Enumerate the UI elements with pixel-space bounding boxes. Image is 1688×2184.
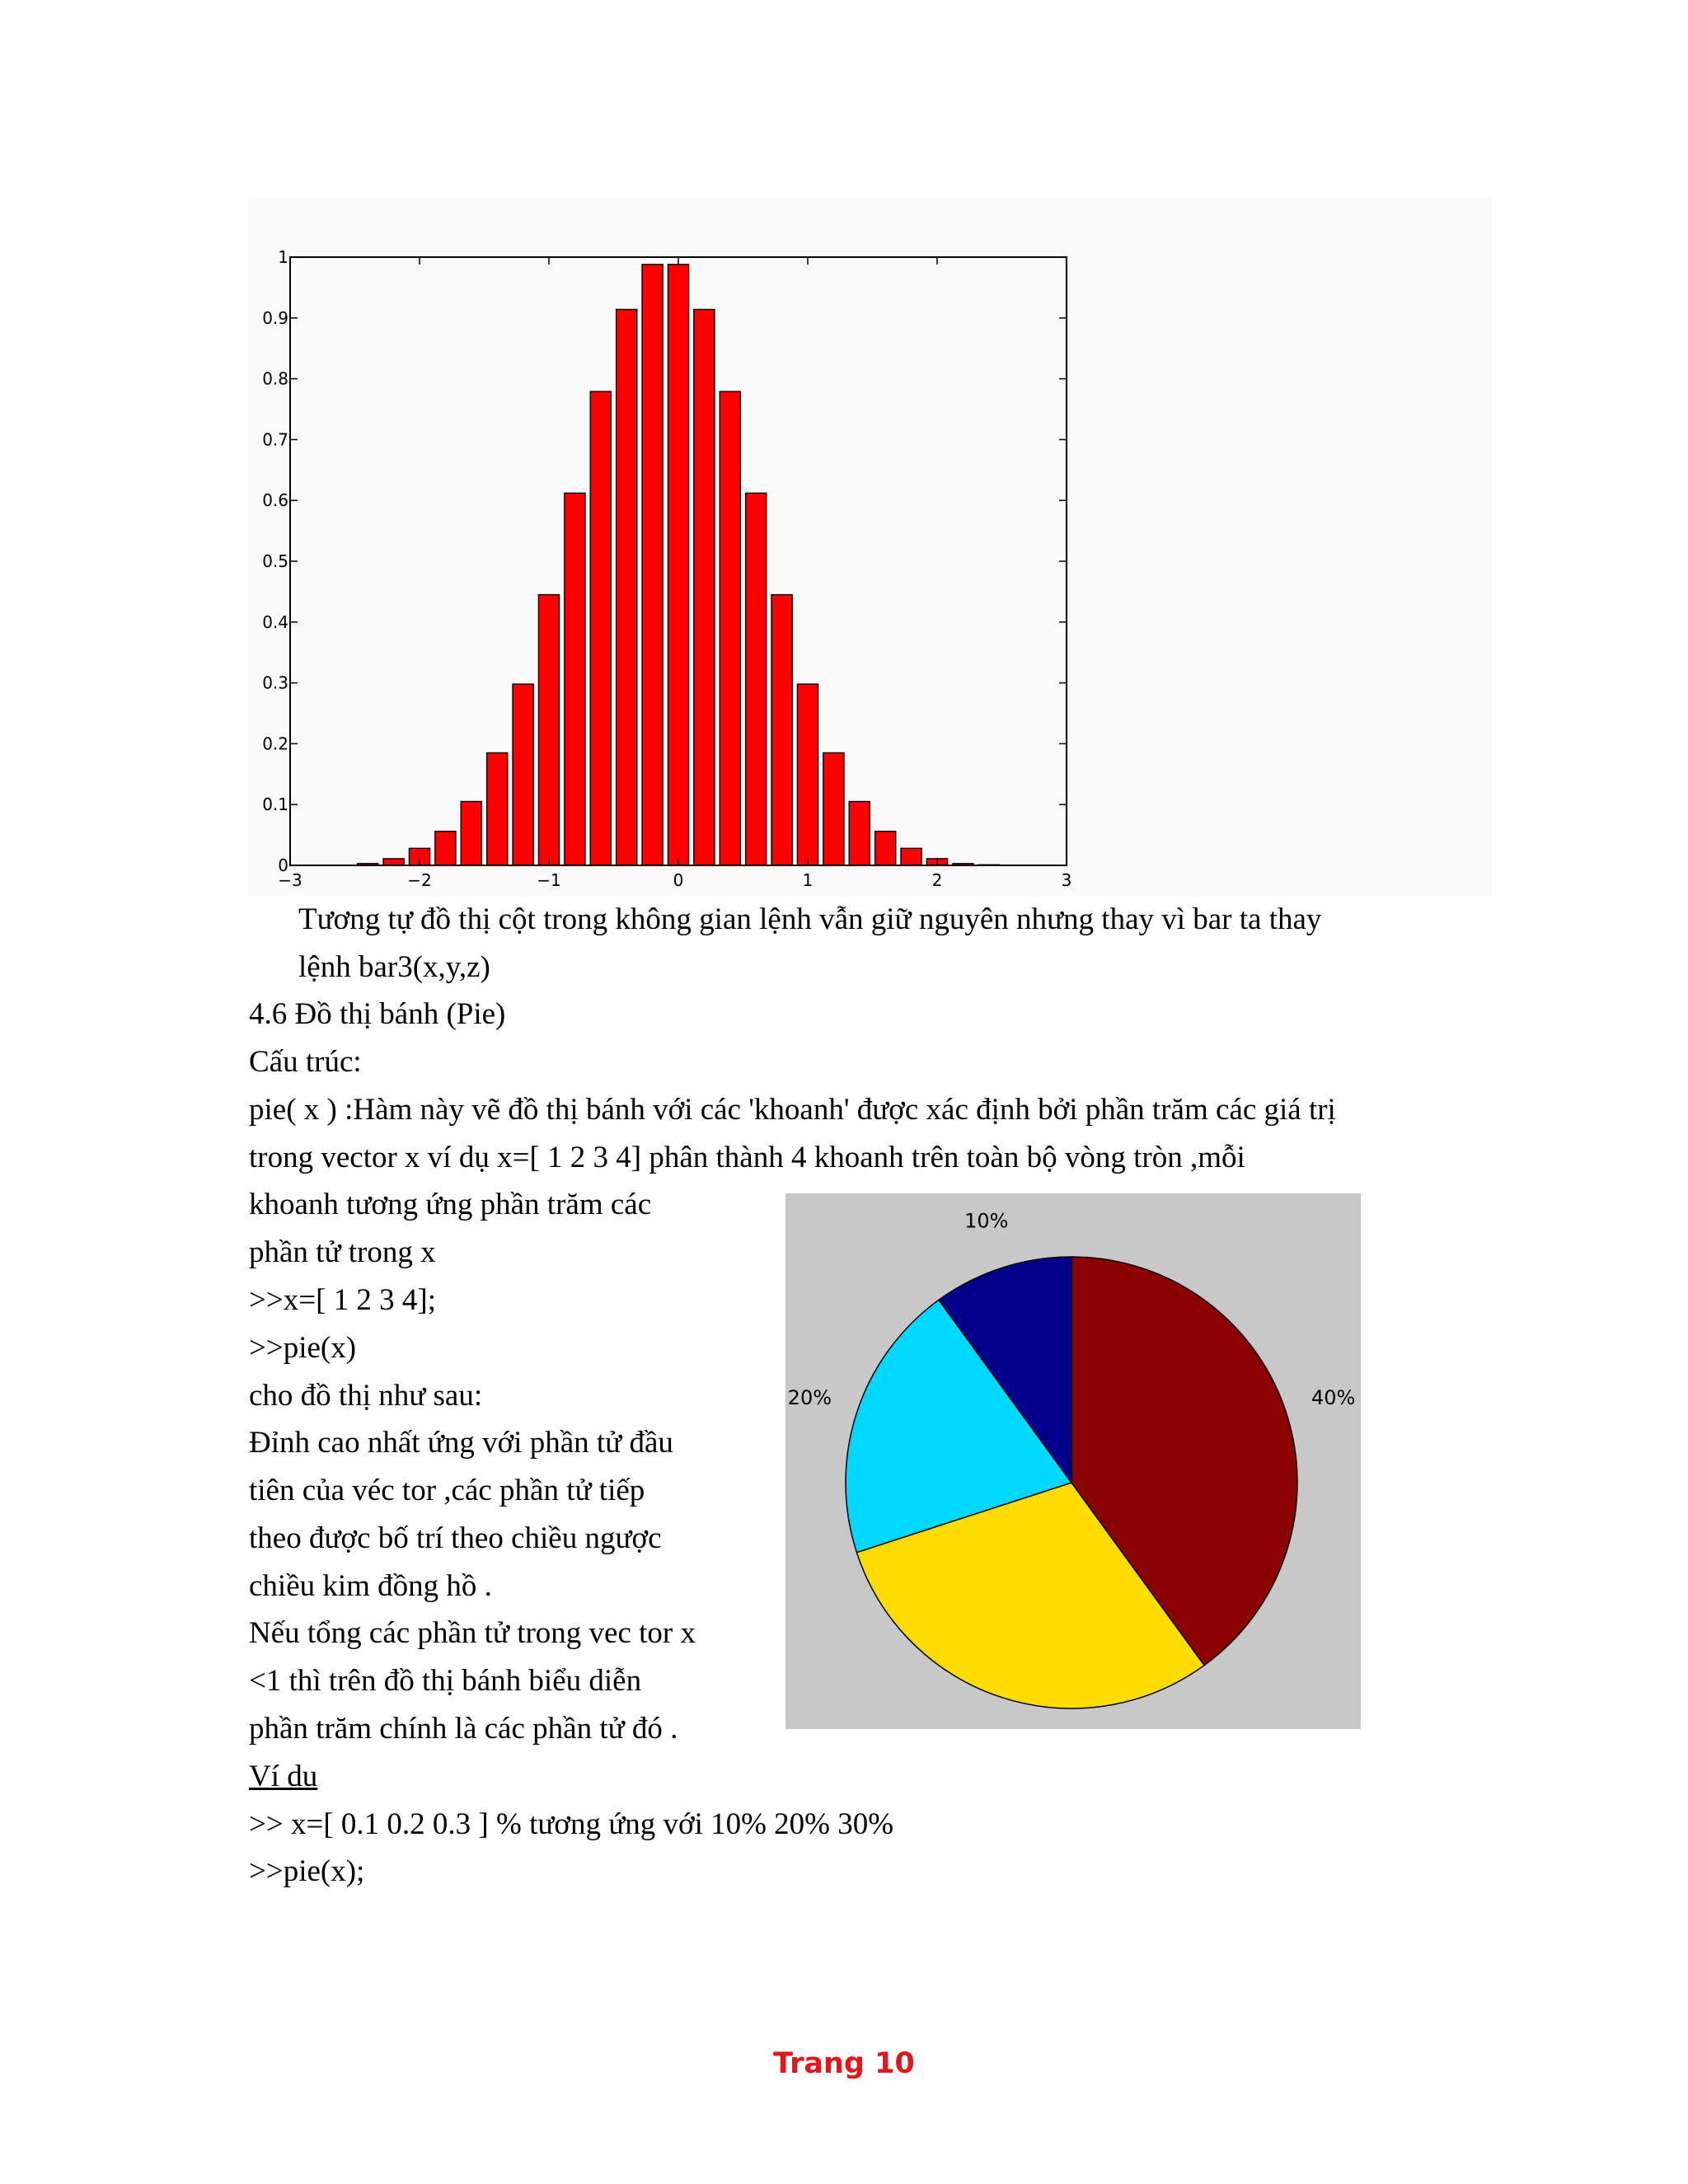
bar (694, 309, 715, 865)
y-tick-label: 0.7 (262, 429, 288, 450)
section-heading: 4.6 Đồ thị bánh (Pie) (249, 997, 506, 1031)
paragraph-line: Nếu tổng các phần tử trong vec tor x (249, 1616, 696, 1650)
pie-slices (846, 1257, 1297, 1708)
bar (668, 265, 688, 865)
bar (797, 684, 818, 865)
paragraph-line: <1 thì trên đồ thị bánh biểu diễn (249, 1664, 642, 1698)
bar (590, 391, 611, 865)
code-line: >> x=[ 0.1 0.2 0.3 ] % tương ứng với 10% 20% 30% (249, 1807, 894, 1841)
code-line: >>pie(x) (249, 1331, 357, 1365)
x-tick-label: 1 (802, 870, 814, 890)
bar (617, 309, 637, 865)
pie-slice-label: 20% (787, 1385, 832, 1409)
y-tick-label: 0.6 (262, 490, 288, 511)
y-tick-label: 0.4 (262, 612, 288, 632)
pie-chart-figure (785, 1193, 1361, 1729)
bar (487, 752, 508, 865)
bar (746, 493, 767, 865)
paragraph-line: theo được bố trí theo chiều ngược (249, 1521, 662, 1555)
paragraph-line: lệnh bar3(x,y,z) (298, 950, 490, 984)
bar-chart-plot-area (249, 198, 1492, 897)
y-tick-label: 0.3 (262, 673, 288, 693)
x-tick-label: −2 (407, 870, 432, 890)
x-tick-label: −3 (278, 870, 302, 890)
paragraph-line: Tương tự đồ thị cột trong không gian lệnh vẫn giữ nguyên nhưng thay vì bar ta thay (298, 902, 1322, 936)
paragraph-line: phần trăm chính là các phần tử đó . (249, 1712, 678, 1746)
bar (875, 832, 896, 865)
paragraph-line: pie( x ) :Hàm này vẽ đồ thị bánh với các 'khoanh' được xác định bởi phần trăm các giá trị (249, 1093, 1336, 1127)
bar (461, 802, 481, 865)
paragraph-line: tiên của véc tor ,các phần tử tiếp (249, 1474, 645, 1507)
paragraph-line: trong vector x ví dụ x=[ 1 2 3 4] phân thành 4 khoanh trên toàn bộ vòng tròn ,mỗi (249, 1141, 1245, 1174)
paragraph-line: cho đồ thị như sau: (249, 1379, 483, 1413)
bar (383, 859, 404, 865)
bar (771, 595, 792, 865)
page-number: Trang 10 (773, 2047, 915, 2080)
bar (720, 391, 740, 865)
code-line: >>pie(x); (249, 1854, 365, 1888)
pie-slice-label: 10% (964, 1209, 1009, 1233)
structure-label: Cấu trúc: (249, 1045, 362, 1079)
y-tick-label: 0.8 (262, 368, 288, 389)
pie-slice-label: 40% (1311, 1385, 1356, 1409)
y-tick-label: 1 (278, 247, 288, 267)
x-tick-label: 0 (673, 870, 684, 890)
x-tick-label: −1 (537, 870, 561, 890)
code-line: >>x=[ 1 2 3 4]; (249, 1283, 437, 1317)
bar-chart-figure (249, 198, 1492, 897)
bar (435, 832, 456, 865)
y-tick-label: 0.9 (262, 307, 288, 328)
paragraph-line: chiều kim đồng hồ . (249, 1569, 492, 1603)
bar-chart (249, 198, 1492, 897)
bar (849, 802, 870, 865)
pie-chart (785, 1193, 1361, 1729)
bar (901, 848, 921, 865)
paragraph-line: Đỉnh cao nhất ứng với phần tử đầu (249, 1426, 673, 1460)
bar (513, 684, 533, 865)
bar (823, 752, 844, 865)
y-tick-label: 0.1 (262, 794, 288, 815)
y-tick-label: 0 (278, 855, 288, 875)
x-tick-label: 3 (1061, 870, 1072, 890)
example-label: Ví du (249, 1760, 318, 1793)
x-tick-label: 2 (931, 870, 943, 890)
y-tick-label: 0.5 (262, 551, 288, 571)
paragraph-line: phần tử trong x (249, 1235, 436, 1269)
bar (538, 595, 559, 865)
paragraph-line: khoanh tương ứng phần trăm các (249, 1188, 652, 1221)
bar (565, 493, 585, 865)
bar (642, 265, 663, 865)
y-tick-label: 0.2 (262, 733, 288, 754)
